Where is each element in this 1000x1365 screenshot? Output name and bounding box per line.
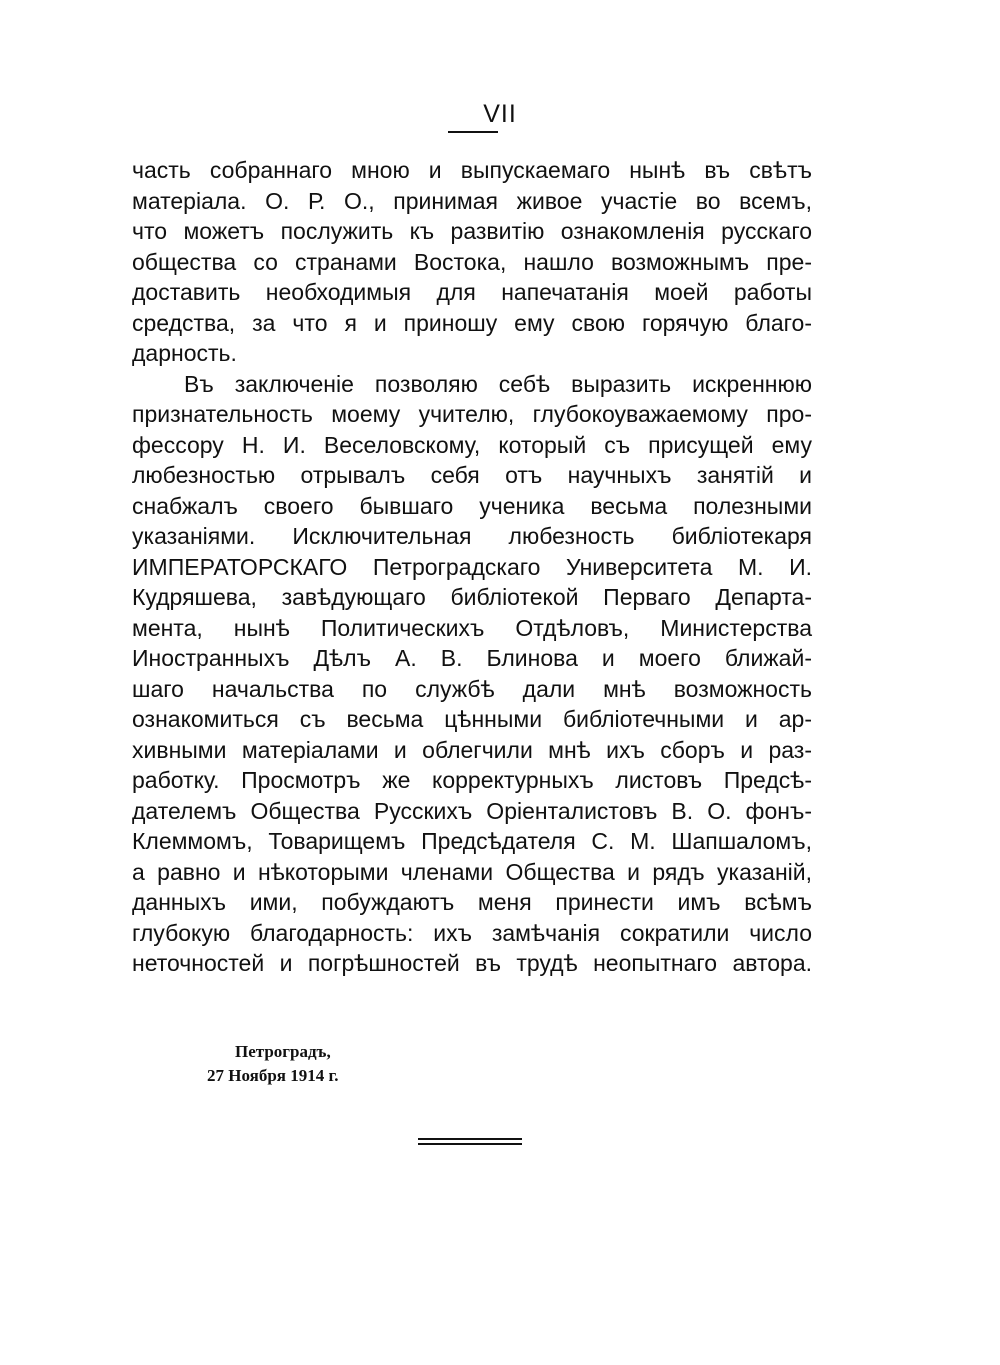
signature-place: Петроградъ, [235, 1042, 331, 1061]
text-line: любезностью отрывалъ себя отъ научныхъ занятій и [132, 462, 812, 488]
end-ornament-rule-top [418, 1138, 522, 1140]
text-line: Кудряшева, завѣдующаго библіотекой Перваго Департа- [132, 584, 812, 610]
text-line: дателемъ Общества Русскихъ Оріенталистовъ В. О. фонъ- [132, 797, 812, 824]
text-line: ИМПЕРАТОРСКАГО Петроградскаго Университета М. И. [132, 553, 812, 580]
text-line: ознакомиться съ весьма цѣнными библіотечными и ар- [132, 706, 812, 732]
text-line: данныхъ ими, побуждаютъ меня принести имъ всѣмъ [132, 889, 812, 915]
text-line: фессору Н. И. Веселовскому, который съ присущей ему [132, 431, 812, 458]
text-line: а равно и нѣкоторыми членами Общества и рядъ указаній, [132, 858, 812, 885]
signature-date: 27 Ноября 1914 г. [207, 1066, 339, 1085]
text-line: указаніями. Исключительная любезность библіотекаря [132, 523, 812, 549]
end-ornament-rule-bottom [418, 1143, 522, 1145]
text-line: общества со странами Востока, нашло возможнымъ пре- [132, 248, 812, 275]
body-text [132, 155, 812, 979]
text-line: матеріала. О. Р. О., принимая живое участіе во всемъ, [132, 187, 812, 214]
text-line: Иностранныхъ Дѣлъ А. В. Блинова и моего ближай- [132, 645, 812, 671]
text-line: что можетъ послужить къ развитію ознакомленія русскаго [132, 218, 812, 244]
text-line: хивными матеріалами и облегчили мнѣ ихъ сборъ и раз- [132, 736, 812, 763]
paragraph-start-line: Въ заключеніе позволяю себѣ выразить искреннюю [184, 370, 812, 397]
text-line: неточностей и погрѣшностей въ трудѣ неопытнаго автора. [132, 950, 812, 976]
text-line: дарность. [132, 340, 237, 366]
text-line: глубокую благодарность: ихъ замѣчанія сократили число [132, 919, 812, 946]
text-line: мента, нынѣ Политическихъ Отдѣловъ, Министерства [132, 614, 812, 641]
text-line: снабжалъ своего бывшаго ученика весьма полезными [132, 492, 812, 519]
text-line: работку. Просмотръ же корректурныхъ листовъ Предсѣ- [132, 767, 812, 793]
page-number-underline [448, 131, 498, 133]
text-line: часть собраннаго мною и выпускаемаго нынѣ въ свѣтъ [132, 157, 812, 183]
text-line: доставить необходимыя для напечатанія моей работы [132, 279, 812, 305]
text-line: средства, за что я и приношу ему свою горячую благо- [132, 309, 812, 336]
text-line: шаго начальства по службѣ дали мнѣ возможность [132, 675, 812, 702]
page-number: VII [483, 100, 517, 128]
text-line: Клеммомъ, Товарищемъ Предсѣдателя С. М. Шапшаломъ, [132, 828, 812, 854]
text-line: признательность моему учителю, глубокоуважаемому про- [132, 401, 812, 427]
